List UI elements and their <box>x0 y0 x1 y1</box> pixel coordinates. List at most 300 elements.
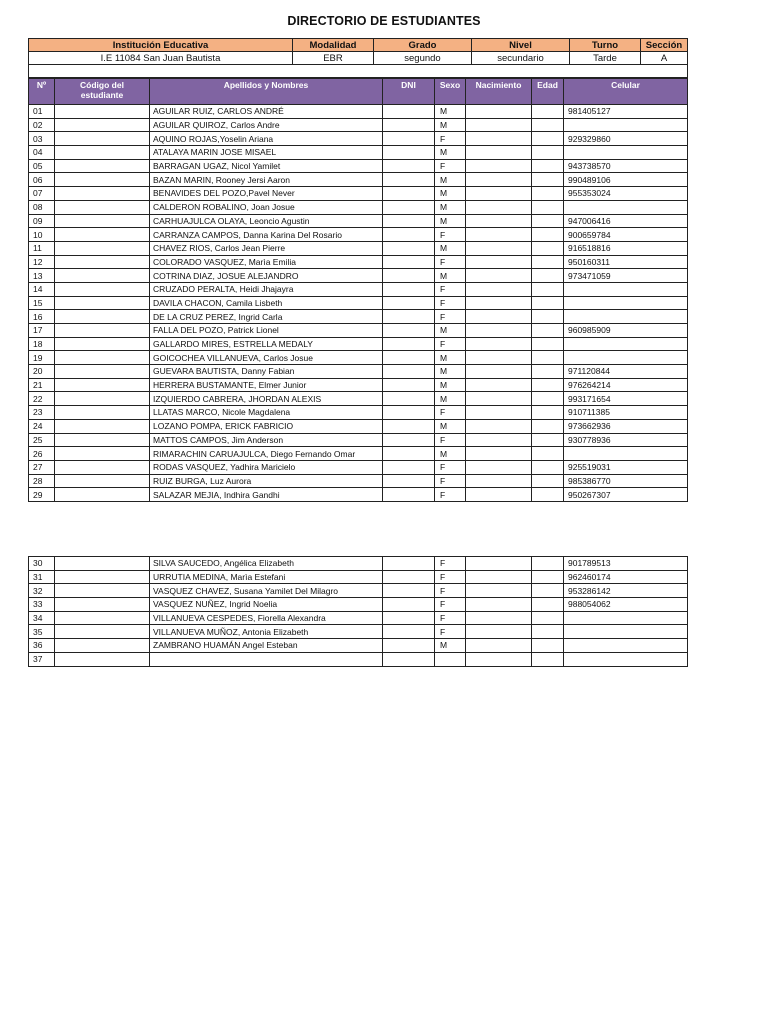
row-celular: 953286142 <box>564 584 688 598</box>
table-row <box>29 105 688 119</box>
row-edad <box>532 406 564 420</box>
row-number: 27 <box>29 460 55 474</box>
row-code <box>55 598 150 612</box>
row-nacimiento <box>466 214 532 228</box>
row-name: VASQUEZ NUÑEZ, Ingrid Noelia <box>150 598 383 612</box>
row-celular: 985386770 <box>564 474 688 488</box>
row-sexo: F <box>435 282 466 296</box>
row-sexo: M <box>435 378 466 392</box>
row-nacimiento <box>466 474 532 488</box>
table-row <box>29 310 688 324</box>
row-nacimiento <box>466 241 532 255</box>
row-name: ATALAYA MARIN JOSE MISAEL <box>150 146 383 160</box>
table-row <box>29 460 688 474</box>
row-nacimiento <box>466 200 532 214</box>
row-number: 16 <box>29 310 55 324</box>
row-name: AGUILAR RUIZ, CARLOS ANDRÉ <box>150 105 383 119</box>
row-name: CARRANZA CAMPOS, Danna Karina Del Rosario <box>150 228 383 242</box>
row-nacimiento <box>466 228 532 242</box>
row-celular: 943738570 <box>564 159 688 173</box>
row-celular <box>564 282 688 296</box>
row-dni <box>383 365 435 379</box>
row-sexo: M <box>435 419 466 433</box>
row-number: 17 <box>29 324 55 338</box>
row-code <box>55 255 150 269</box>
info-header-row <box>29 39 688 52</box>
row-code <box>55 625 150 639</box>
table-row <box>29 200 688 214</box>
table-row <box>29 214 688 228</box>
info-value-turno: Tarde <box>570 52 641 65</box>
row-edad <box>532 488 564 502</box>
table-row <box>29 570 688 584</box>
row-dni <box>383 474 435 488</box>
students-body-page2 <box>29 557 688 667</box>
row-celular: 947006416 <box>564 214 688 228</box>
row-edad <box>532 337 564 351</box>
row-nacimiento <box>466 296 532 310</box>
row-celular <box>564 200 688 214</box>
row-sexo: F <box>435 474 466 488</box>
row-code <box>55 611 150 625</box>
row-celular: 988054062 <box>564 598 688 612</box>
row-dni <box>383 187 435 201</box>
institution-info-table <box>28 38 688 78</box>
table-row <box>29 241 688 255</box>
row-celular: 981405127 <box>564 105 688 119</box>
row-dni <box>383 173 435 187</box>
row-sexo: M <box>435 118 466 132</box>
row-edad <box>532 200 564 214</box>
table-row <box>29 488 688 502</box>
row-nacimiento <box>466 488 532 502</box>
table-row <box>29 351 688 365</box>
row-celular <box>564 611 688 625</box>
row-dni <box>383 392 435 406</box>
col-header-code: Código del estudiante <box>55 79 150 105</box>
row-code <box>55 269 150 283</box>
row-sexo: F <box>435 570 466 584</box>
row-dni <box>383 200 435 214</box>
row-number: 28 <box>29 474 55 488</box>
row-dni <box>383 228 435 242</box>
table-row <box>29 132 688 146</box>
row-edad <box>532 433 564 447</box>
row-nacimiento <box>466 269 532 283</box>
row-nacimiento <box>466 392 532 406</box>
info-spacer-row <box>29 65 688 78</box>
table-row <box>29 392 688 406</box>
row-code <box>55 474 150 488</box>
row-code <box>55 105 150 119</box>
table-row <box>29 639 688 653</box>
row-celular: 973471059 <box>564 269 688 283</box>
row-name: VASQUEZ CHAVEZ, Susana Yamilet Del Milagro <box>150 584 383 598</box>
row-dni <box>383 159 435 173</box>
row-number: 31 <box>29 570 55 584</box>
row-name: RUIZ BURGA, Luz Aurora <box>150 474 383 488</box>
row-nacimiento <box>466 598 532 612</box>
info-value-grado: segundo <box>374 52 472 65</box>
row-code <box>55 132 150 146</box>
row-edad <box>532 351 564 365</box>
row-edad <box>532 584 564 598</box>
row-dni <box>383 419 435 433</box>
row-number: 23 <box>29 406 55 420</box>
row-number: 19 <box>29 351 55 365</box>
row-code <box>55 365 150 379</box>
row-edad <box>532 132 564 146</box>
row-edad <box>532 625 564 639</box>
row-sexo: F <box>435 310 466 324</box>
row-sexo: F <box>435 337 466 351</box>
row-edad <box>532 378 564 392</box>
row-celular: 930778936 <box>564 433 688 447</box>
row-nacimiento <box>466 365 532 379</box>
row-name: VILLANUEVA MUÑOZ, Antonia Elizabeth <box>150 625 383 639</box>
row-celular <box>564 296 688 310</box>
table-row <box>29 324 688 338</box>
row-nacimiento <box>466 460 532 474</box>
row-sexo: M <box>435 200 466 214</box>
row-name: AQUINO ROJAS,Yoselin Ariana <box>150 132 383 146</box>
row-number: 04 <box>29 146 55 160</box>
table-row <box>29 447 688 461</box>
students-table <box>28 78 688 502</box>
row-code <box>55 337 150 351</box>
info-spacer-cell <box>29 65 688 78</box>
row-edad <box>532 365 564 379</box>
row-celular: 973662936 <box>564 419 688 433</box>
row-celular: 929329860 <box>564 132 688 146</box>
row-sexo: M <box>435 447 466 461</box>
table-row <box>29 173 688 187</box>
row-sexo: M <box>435 241 466 255</box>
row-name: SALAZAR MEJIA, Indhira Gandhi <box>150 488 383 502</box>
table-row <box>29 118 688 132</box>
row-nacimiento <box>466 282 532 296</box>
row-code <box>55 310 150 324</box>
row-name: CHAVEZ RIOS, Carlos Jean Pierre <box>150 241 383 255</box>
row-edad <box>532 557 564 571</box>
row-dni <box>383 406 435 420</box>
row-nacimiento <box>466 652 532 666</box>
info-header-turno: Turno <box>570 39 641 52</box>
row-nacimiento <box>466 557 532 571</box>
row-code <box>55 570 150 584</box>
table-row <box>29 228 688 242</box>
row-number: 10 <box>29 228 55 242</box>
row-celular <box>564 652 688 666</box>
row-code <box>55 146 150 160</box>
row-sexo: F <box>435 598 466 612</box>
row-edad <box>532 419 564 433</box>
row-sexo: F <box>435 460 466 474</box>
row-dni <box>383 324 435 338</box>
row-number: 24 <box>29 419 55 433</box>
row-dni <box>383 488 435 502</box>
table-row <box>29 557 688 571</box>
row-number: 25 <box>29 433 55 447</box>
row-edad <box>532 214 564 228</box>
row-sexo: M <box>435 351 466 365</box>
table-row <box>29 146 688 160</box>
row-dni <box>383 146 435 160</box>
row-name: BARRAGAN UGAZ, Nicol Yamilet <box>150 159 383 173</box>
row-code <box>55 351 150 365</box>
table-row <box>29 255 688 269</box>
row-sexo: F <box>435 228 466 242</box>
row-edad <box>532 118 564 132</box>
row-sexo: F <box>435 406 466 420</box>
row-sexo: F <box>435 255 466 269</box>
row-nacimiento <box>466 584 532 598</box>
row-edad <box>532 241 564 255</box>
table-row <box>29 296 688 310</box>
row-code <box>55 460 150 474</box>
row-edad <box>532 611 564 625</box>
row-nacimiento <box>466 132 532 146</box>
row-edad <box>532 146 564 160</box>
row-sexo: F <box>435 488 466 502</box>
row-sexo: F <box>435 132 466 146</box>
table-row <box>29 282 688 296</box>
row-number: 29 <box>29 488 55 502</box>
row-edad <box>532 159 564 173</box>
row-celular: 901789513 <box>564 557 688 571</box>
row-nacimiento <box>466 324 532 338</box>
row-celular: 910711385 <box>564 406 688 420</box>
row-edad <box>532 296 564 310</box>
row-number: 09 <box>29 214 55 228</box>
table-row <box>29 433 688 447</box>
table-row <box>29 625 688 639</box>
row-sexo: F <box>435 611 466 625</box>
row-celular <box>564 639 688 653</box>
row-nacimiento <box>466 433 532 447</box>
col-header-nacimiento: Nacimiento <box>466 79 532 105</box>
row-nacimiento <box>466 378 532 392</box>
row-nacimiento <box>466 351 532 365</box>
row-number: 30 <box>29 557 55 571</box>
row-edad <box>532 570 564 584</box>
row-sexo: F <box>435 159 466 173</box>
col-header-name: Apellidos y Nombres <box>150 79 383 105</box>
row-celular <box>564 447 688 461</box>
row-dni <box>383 557 435 571</box>
row-name: HERRERA BUSTAMANTE, Elmer Junior <box>150 378 383 392</box>
row-number: 34 <box>29 611 55 625</box>
row-code <box>55 187 150 201</box>
row-celular: 990489106 <box>564 173 688 187</box>
row-sexo: M <box>435 365 466 379</box>
row-dni <box>383 639 435 653</box>
table-row <box>29 584 688 598</box>
row-name <box>150 652 383 666</box>
info-value-row <box>29 52 688 65</box>
col-header-dni: DNI <box>383 79 435 105</box>
table-row <box>29 187 688 201</box>
row-sexo: M <box>435 146 466 160</box>
row-celular: 960985909 <box>564 324 688 338</box>
col-header-celular: Celular <box>564 79 688 105</box>
row-code <box>55 173 150 187</box>
info-header-grado: Grado <box>374 39 472 52</box>
row-nacimiento <box>466 159 532 173</box>
row-edad <box>532 282 564 296</box>
row-edad <box>532 255 564 269</box>
row-celular: 976264214 <box>564 378 688 392</box>
row-name: FALLA DEL POZO, Patrick Lionel <box>150 324 383 338</box>
students-body-page1 <box>29 105 688 502</box>
row-name: SILVA SAUCEDO, Angélica Elizabeth <box>150 557 383 571</box>
row-celular: 962460174 <box>564 570 688 584</box>
row-nacimiento <box>466 611 532 625</box>
row-sexo: F <box>435 625 466 639</box>
table-row <box>29 611 688 625</box>
table-row <box>29 337 688 351</box>
row-celular: 900659784 <box>564 228 688 242</box>
row-sexo <box>435 652 466 666</box>
row-sexo: F <box>435 557 466 571</box>
row-dni <box>383 118 435 132</box>
row-name: BENAVIDES DEL POZO,Pavel Never <box>150 187 383 201</box>
row-nacimiento <box>466 625 532 639</box>
row-dni <box>383 132 435 146</box>
row-number: 05 <box>29 159 55 173</box>
row-nacimiento <box>466 146 532 160</box>
row-celular: 925519031 <box>564 460 688 474</box>
info-value-institution: I.E 11084 San Juan Bautista <box>29 52 293 65</box>
row-name: COLORADO VASQUEZ, Marìa Emilia <box>150 255 383 269</box>
row-dni <box>383 337 435 351</box>
row-sexo: M <box>435 324 466 338</box>
row-edad <box>532 598 564 612</box>
row-name: LOZANO POMPA, ERICK FABRICIO <box>150 419 383 433</box>
row-celular: 971120844 <box>564 365 688 379</box>
row-dni <box>383 241 435 255</box>
row-code <box>55 406 150 420</box>
info-header-modalidad: Modalidad <box>293 39 374 52</box>
row-number: 20 <box>29 365 55 379</box>
row-edad <box>532 269 564 283</box>
row-celular: 950160311 <box>564 255 688 269</box>
row-name: AGUILAR QUIROZ, Carlos Andre <box>150 118 383 132</box>
row-code <box>55 584 150 598</box>
row-code <box>55 557 150 571</box>
row-code <box>55 639 150 653</box>
row-dni <box>383 460 435 474</box>
row-dni <box>383 214 435 228</box>
row-sexo: F <box>435 433 466 447</box>
row-edad <box>532 173 564 187</box>
row-sexo: F <box>435 584 466 598</box>
row-dni <box>383 447 435 461</box>
row-code <box>55 296 150 310</box>
row-code <box>55 214 150 228</box>
row-sexo: M <box>435 392 466 406</box>
row-sexo: M <box>435 214 466 228</box>
row-number: 32 <box>29 584 55 598</box>
row-edad <box>532 228 564 242</box>
row-edad <box>532 324 564 338</box>
row-code <box>55 241 150 255</box>
row-name: RODAS VASQUEZ, Yadhira Maricielo <box>150 460 383 474</box>
info-header-nivel: Nivel <box>472 39 570 52</box>
row-name: CRUZADO PERALTA, Heidi Jhajayra <box>150 282 383 296</box>
row-sexo: M <box>435 187 466 201</box>
row-name: CARHUAJULCA OLAYA, Leoncio Agustin <box>150 214 383 228</box>
row-number: 33 <box>29 598 55 612</box>
row-celular: 955353024 <box>564 187 688 201</box>
row-nacimiento <box>466 337 532 351</box>
row-number: 36 <box>29 639 55 653</box>
info-value-nivel: secundario <box>472 52 570 65</box>
row-number: 07 <box>29 187 55 201</box>
row-name: COTRINA DIAZ, JOSUE ALEJANDRO <box>150 269 383 283</box>
row-dni <box>383 105 435 119</box>
row-edad <box>532 652 564 666</box>
row-code <box>55 652 150 666</box>
page-title: DIRECTORIO DE ESTUDIANTES <box>287 14 481 28</box>
row-celular: 993171654 <box>564 392 688 406</box>
students-table-continued <box>28 556 688 667</box>
row-sexo: M <box>435 173 466 187</box>
row-nacimiento <box>466 570 532 584</box>
row-number: 21 <box>29 378 55 392</box>
row-dni <box>383 282 435 296</box>
row-dni <box>383 296 435 310</box>
row-code <box>55 433 150 447</box>
row-edad <box>532 105 564 119</box>
row-dni <box>383 433 435 447</box>
row-nacimiento <box>466 118 532 132</box>
row-nacimiento <box>466 406 532 420</box>
row-nacimiento <box>466 639 532 653</box>
row-code <box>55 200 150 214</box>
row-number: 37 <box>29 652 55 666</box>
row-celular <box>564 310 688 324</box>
col-header-sexo: Sexo <box>435 79 466 105</box>
row-edad <box>532 447 564 461</box>
row-dni <box>383 269 435 283</box>
row-nacimiento <box>466 255 532 269</box>
row-number: 14 <box>29 282 55 296</box>
col-header-number: Nº <box>29 79 55 105</box>
row-edad <box>532 187 564 201</box>
row-dni <box>383 652 435 666</box>
table-row <box>29 598 688 612</box>
row-name: MATTOS CAMPOS, Jim Anderson <box>150 433 383 447</box>
row-dni <box>383 584 435 598</box>
row-sexo: M <box>435 105 466 119</box>
row-name: URRUTIA MEDINA, Marìa Estefani <box>150 570 383 584</box>
table-row <box>29 419 688 433</box>
row-number: 12 <box>29 255 55 269</box>
row-code <box>55 419 150 433</box>
row-dni <box>383 570 435 584</box>
row-number: 35 <box>29 625 55 639</box>
row-edad <box>532 474 564 488</box>
row-nacimiento <box>466 310 532 324</box>
row-edad <box>532 310 564 324</box>
row-dni <box>383 255 435 269</box>
row-number: 02 <box>29 118 55 132</box>
row-name: GALLARDO MIRES, ESTRELLA MEDALY <box>150 337 383 351</box>
row-code <box>55 324 150 338</box>
row-number: 08 <box>29 200 55 214</box>
row-name: LLATAS MARCO, Nicole Magdalena <box>150 406 383 420</box>
